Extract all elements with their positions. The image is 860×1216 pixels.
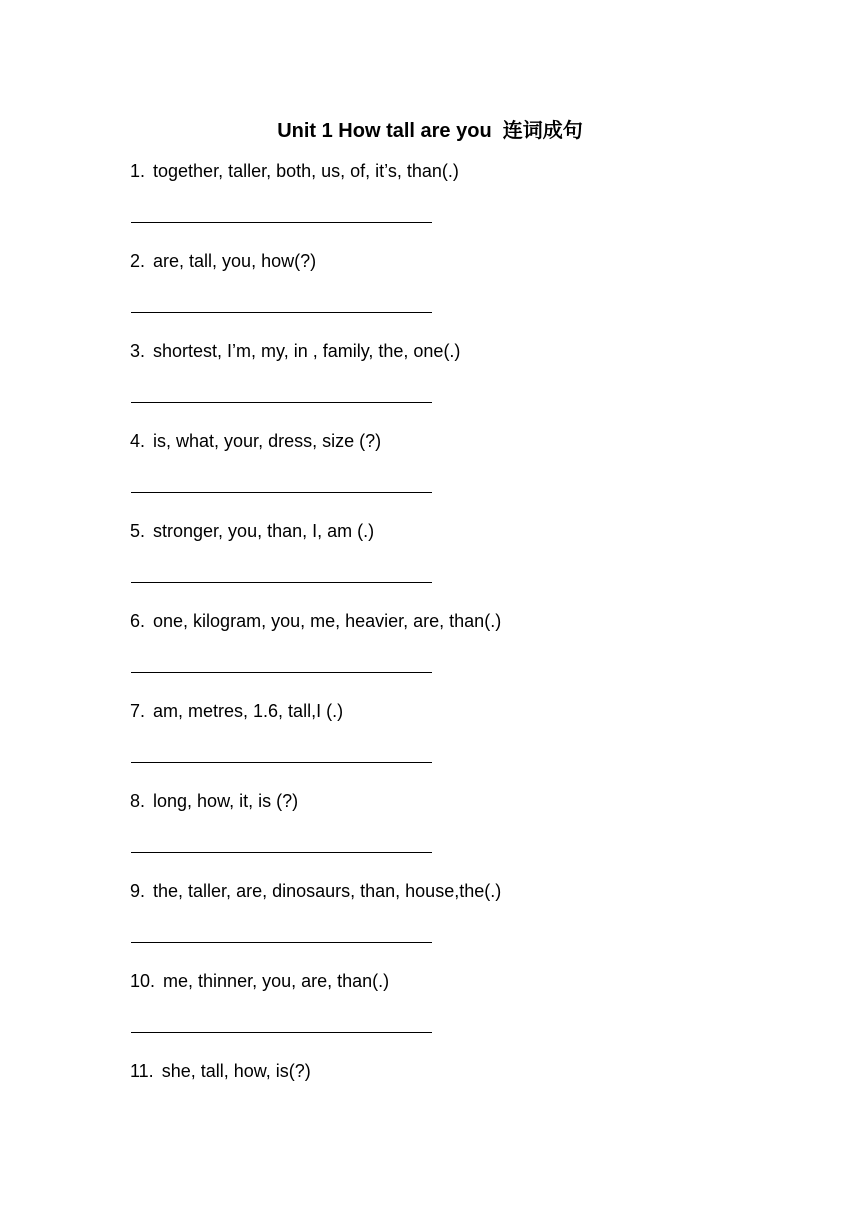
exercise-prompt [130, 248, 316, 274]
exercise-item-10 [130, 968, 770, 1058]
exercise-item-9 [130, 878, 770, 968]
answer-line[interactable] [131, 402, 432, 403]
answer-line[interactable] [131, 492, 432, 493]
exercise-item-8 [130, 788, 770, 878]
exercise-prompt [130, 878, 501, 904]
worksheet-title: Unit 1 How tall are you 连词成句 [277, 120, 583, 142]
word-list: one, kilogram, you, me, heavier, are, than(.) [153, 611, 502, 631]
word-list: long, how, it, is (?) [153, 791, 299, 811]
item-number: 2. [130, 251, 146, 271]
exercise-prompt [130, 158, 459, 184]
word-list: is, what, your, dress, size (?) [153, 431, 382, 451]
exercise-item-7 [130, 698, 770, 788]
answer-line[interactable] [131, 312, 432, 313]
item-number: 5. [130, 521, 146, 541]
word-list: am, metres, 1.6, tall,I (.) [153, 701, 344, 721]
answer-line[interactable] [131, 1032, 432, 1033]
item-number: 10. [130, 971, 156, 991]
exercise-prompt [130, 608, 501, 634]
exercise-prompt [130, 788, 298, 814]
exercise-prompt [130, 518, 374, 544]
answer-line[interactable] [131, 942, 432, 943]
answer-line[interactable] [131, 222, 432, 223]
item-number: 4. [130, 431, 146, 451]
answer-line[interactable] [131, 672, 432, 673]
exercise-item-3 [130, 338, 770, 428]
item-number: 6. [130, 611, 146, 631]
exercise-item-4 [130, 428, 770, 518]
exercise-item-1 [130, 158, 770, 248]
item-number: 11. [130, 1061, 154, 1081]
exercise-prompt [130, 698, 343, 724]
exercise-prompt [130, 338, 460, 364]
exercise-item-11 [130, 1058, 770, 1148]
answer-line[interactable] [131, 852, 432, 853]
exercise-item-5 [130, 518, 770, 608]
exercise-prompt [130, 968, 389, 994]
answer-line[interactable] [131, 762, 432, 763]
word-list: shortest, I’m, my, in , family, the, one(.) [153, 341, 461, 361]
word-list: stronger, you, than, I, am (.) [153, 521, 375, 541]
word-list: are, tall, you, how(?) [153, 251, 317, 271]
answer-line[interactable] [131, 582, 432, 583]
item-number: 9. [130, 881, 146, 901]
item-number: 1. [130, 161, 146, 181]
word-list: the, taller, are, dinosaurs, than, house,the(.) [153, 881, 502, 901]
item-number: 8. [130, 791, 146, 811]
exercise-list [130, 158, 770, 1148]
word-list: she, tall, how, is(?) [161, 1061, 311, 1081]
item-number: 7. [130, 701, 146, 721]
word-list: together, taller, both, us, of, it’s, than(.) [153, 161, 459, 181]
item-number: 3. [130, 341, 146, 361]
exercise-prompt [130, 1058, 311, 1084]
word-list: me, thinner, you, are, than(.) [163, 971, 390, 991]
exercise-prompt [130, 428, 381, 454]
exercise-item-2 [130, 248, 770, 338]
exercise-item-6 [130, 608, 770, 698]
